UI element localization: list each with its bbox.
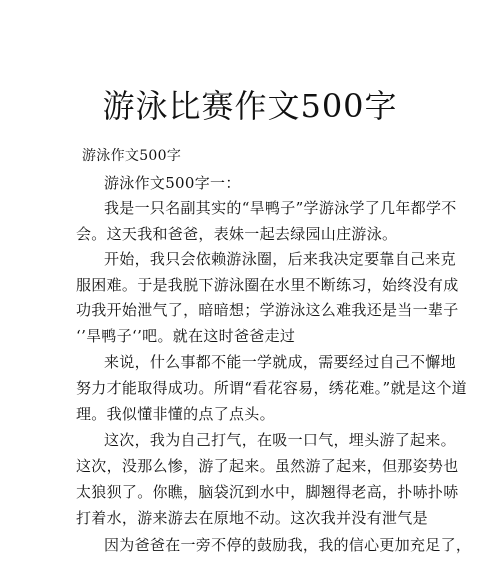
paragraph-line-12: 太狼狈了。你瞧，脑袋沉到水中，脚翘得老高，扑哧扑哧 (76, 483, 459, 501)
paragraph-line-9: 理。我似懂非懂的点了点头。 (76, 405, 275, 423)
section-heading: 游泳作文500字一： (104, 174, 241, 192)
paragraph-line-10: 这次，我为自己打气，在吸一口气，埋头游了起来。 (104, 431, 456, 449)
document-subtitle: 游泳作文500字 (82, 148, 182, 164)
paragraph-line-11: 这次，没那么惨，游了起来。虽然游了起来，但那姿势也 (76, 457, 459, 475)
paragraph-line-13: 打着水，游来游去在原地不动。这次我并没有泄气是 (76, 509, 428, 527)
paragraph-line-1: 我是一只名副其实的“旱鸭子”学游泳学了几年都学不 (104, 199, 457, 217)
paragraph-line-5: 功我开始泄气了，暗暗想；学游泳这么难我还是当一辈子 (76, 301, 459, 319)
paragraph-line-4: 服困难。于是我脱下游泳圈在水里不断练习，始终没有成 (76, 276, 459, 294)
document-title: 游泳比赛作文500字 (102, 87, 398, 125)
paragraph-line-3: 开始，我只会依赖游泳圈，后来我决定要靠自己来克 (104, 250, 456, 268)
paragraph-line-6: ‘’旱鸭子‘’吧。就在这时爸爸走过 (76, 327, 296, 345)
paragraph-line-7: 来说，什么事都不能一学就成，需要经过自己不懈地 (104, 353, 456, 371)
paragraph-line-2: 会。这天我和爸爸，表妹一起去绿园山庄游泳。 (76, 225, 398, 243)
paragraph-line-14: 因为爸爸在一旁不停的鼓励我，我的信心更加充足了， (104, 536, 472, 554)
paragraph-line-8: 努力才能取得成功。所谓“看花容易，绣花难。”就是这个道 (76, 379, 467, 397)
